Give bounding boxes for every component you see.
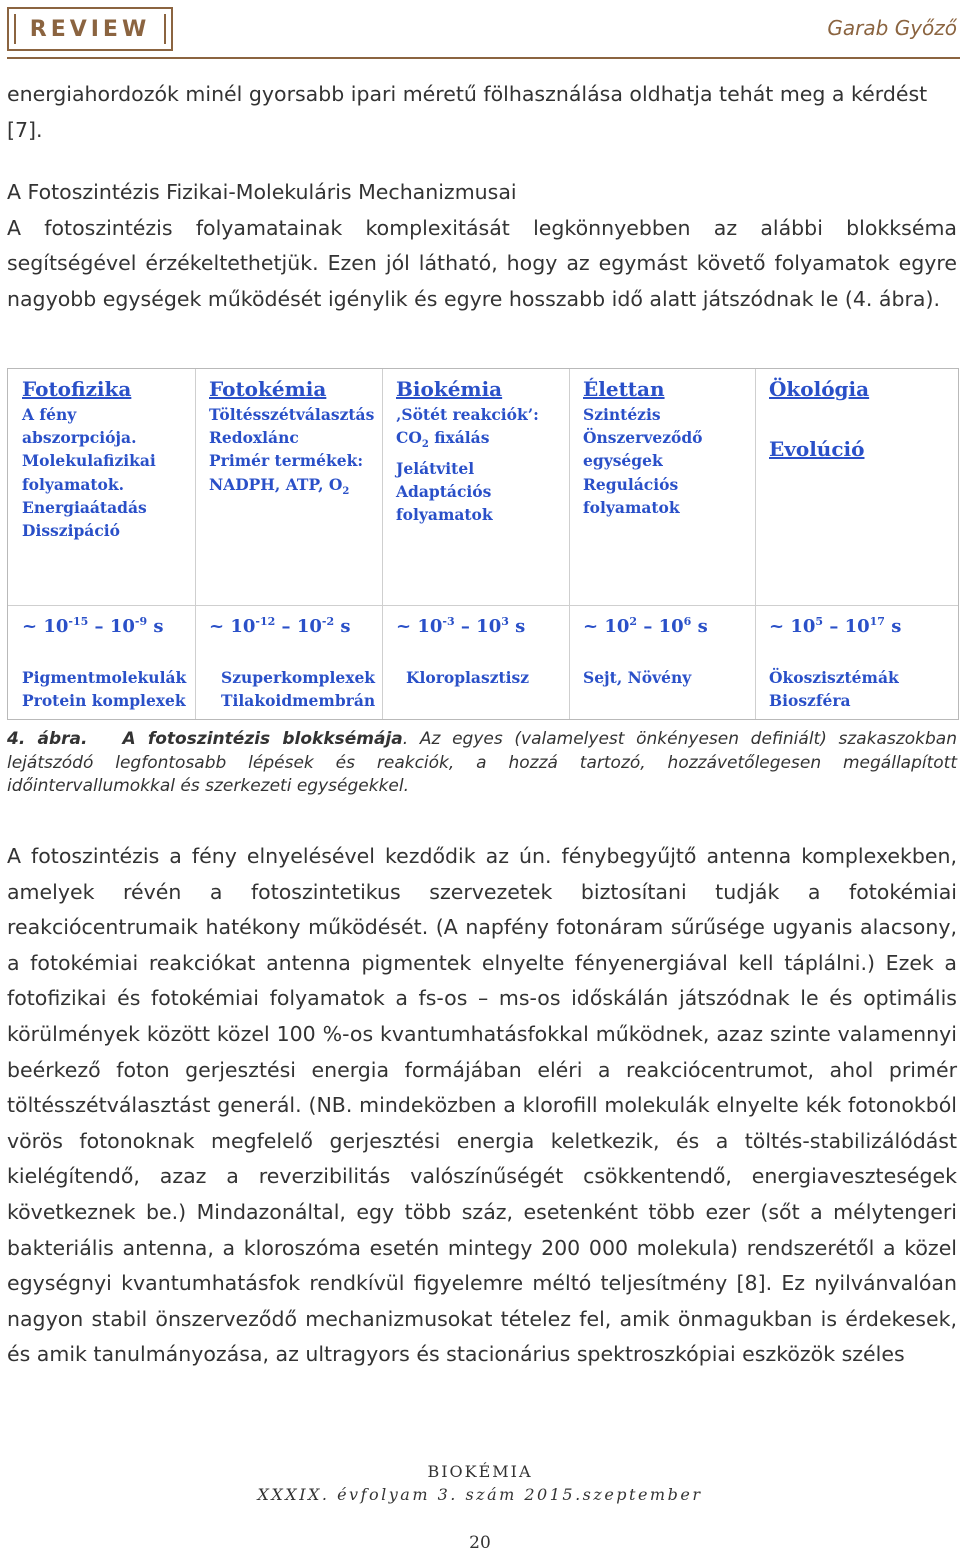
time-range: ~ $10^{-15} - 10^{-9}$ s bbox=[22, 615, 164, 637]
column-processes bbox=[396, 403, 539, 526]
time-range: ~ $10^2 - 10^6$ s bbox=[583, 615, 708, 637]
unit-line: Tilakoidmembrán bbox=[221, 691, 376, 711]
figure-block-scheme bbox=[7, 368, 959, 720]
header-divider bbox=[7, 57, 960, 59]
process-line: Disszipáció bbox=[22, 521, 121, 541]
column-heading: Biokémia bbox=[396, 377, 503, 401]
process-line: Energiaátadás bbox=[22, 497, 147, 517]
unit-line: Bioszféra bbox=[769, 691, 851, 711]
process-line: folyamatok. bbox=[22, 474, 125, 494]
column-okologia bbox=[755, 369, 958, 719]
column-fotokemia bbox=[195, 369, 383, 719]
unit-line: Kloroplasztisz bbox=[406, 668, 530, 687]
process-line: egységek bbox=[583, 451, 663, 471]
process-line: $CO_2$ fixálás bbox=[396, 428, 490, 451]
process-line: folyamatok bbox=[583, 497, 680, 517]
paragraph-blockscheme-line1: A fotoszintézis folyamatainak komplexitását legkönnyebben az alábbi blokkséma bbox=[7, 215, 957, 240]
structural-units bbox=[22, 666, 186, 712]
process-line: Töltésszétválasztás bbox=[209, 405, 375, 424]
review-badge bbox=[7, 7, 173, 51]
column-processes bbox=[22, 403, 156, 542]
time-range: ~ $10^{-12} - 10^{-2}$ s bbox=[209, 615, 351, 637]
process-line: Primér termékek: bbox=[209, 451, 364, 471]
figure-caption bbox=[7, 728, 957, 799]
column-elettan bbox=[569, 369, 756, 719]
page-number: 20 bbox=[469, 1533, 491, 1553]
structural-units bbox=[583, 666, 691, 689]
unit-line: Protein komplexek bbox=[22, 691, 186, 711]
process-line: Jelátvitel bbox=[396, 458, 475, 478]
process-line: Szintézis bbox=[583, 405, 661, 424]
paragraph-blockscheme-rest: segítségével érzékeltethetjük. Ezen jól látható, hogy az egymást követő folyamatok egyre nagyobb egységek működését igénylik és egyre hosszabb idő alatt játszódnak le (4. ábra). bbox=[7, 251, 957, 311]
section-heading: A Fotoszintézis Fizikai-Molekuláris Mechanizmusai bbox=[7, 180, 517, 204]
process-line: folyamatok bbox=[396, 504, 493, 524]
paragraph-intro: energiahordozók minél gyorsabb ipari méretű fölhasználása oldhatja tehát meg a kérdést [7]. bbox=[7, 82, 928, 142]
column-heading: Élettan bbox=[583, 377, 665, 401]
column-biokemia bbox=[382, 369, 570, 719]
review-badge-label: REVIEW bbox=[16, 13, 164, 45]
column-processes bbox=[209, 403, 374, 503]
structural-units bbox=[769, 666, 899, 712]
footer-issue: XXXIX. évfolyam 3. szám 2015.szeptember bbox=[257, 1485, 703, 1504]
column-heading: Fotokémia bbox=[209, 377, 327, 401]
process-line: abszorpciója. bbox=[22, 428, 137, 448]
process-line: Redoxlánc bbox=[209, 428, 299, 448]
process-line: Önszerveződő bbox=[583, 428, 703, 448]
paragraph-main: A fotoszintézis a fény elnyelésével kezdődik az ún. fénybegyűjtő antenna komplexekben, amelyek révén a fotoszintetikus szervezetek biztosítani tudják a fotokémiai reakciócentrumaik hatékony működését. (A napfény fotonáram sűrűsége ugyanis alacsony, a fotokémiai reakciókat antenna pigmentek elnyelte fényenergiával kell táplálni.) Ezek a fotofizikai és fotokémiai folyamatok a fs-os – ms-os időskálán játszódnak le és optimális körülmények között közel 100 %-os kvantumhatásfokkal működnek, azaz szinte valamennyi beérkező foton gerjesztési energia formájában eléri a reakciócentrumot, ahol primér töltésszétválasztást generál. (NB. mindeközben a klorofill molekulák elnyelte kék fotonokból vörös fotonoknak megfelelő gerjesztési energia keletkezik, és a töltés-stabilizálódást kielégítendő, azaz a reverzibilitás valószínűségét csökkentendő, energiaveszteségek következnek be.) Mindazonáltal, egy több száz, esetenként több ezer (sőt a mélytengeri bakteriális antenna, a kloroszóma esetén mintegy 200 000 molekula) rendszerétől a közel egységnyi kvantumhatásfok rendkívül figyelemre méltó teljesítmény [8]. Ez nyilvánvalóan nagyon stabil önszerveződő mechanizmusokat tételez fel, amik önmagukban is érdekesek, és amik tanulmányozása, az ultragyors és stacionárius spektroszkópiai eszközök széles bbox=[7, 844, 957, 1367]
author-name: Garab Győző bbox=[827, 16, 957, 40]
time-range: ~ $10^{-3} - 10^3$ s bbox=[396, 615, 526, 637]
unit-line: Sejt, Növény bbox=[583, 668, 692, 687]
process-line: A fény bbox=[22, 405, 77, 424]
time-range: ~ $10^5 - 10^{17}$ s bbox=[769, 615, 902, 637]
process-line: ‚Sötét reakciók’: bbox=[396, 405, 539, 424]
unit-line: Pigmentmolekulák bbox=[22, 668, 187, 687]
process-line: Molekulafizikai bbox=[22, 451, 156, 471]
structural-units bbox=[406, 666, 529, 689]
process-line: Regulációs bbox=[583, 474, 679, 494]
footer-journal: BIOKÉMIA bbox=[427, 1462, 533, 1481]
page-header bbox=[7, 7, 960, 53]
column-heading: Fotofizika bbox=[22, 377, 132, 401]
column-heading-evolution: Evolúció bbox=[769, 437, 865, 461]
column-fotofizika bbox=[8, 369, 196, 719]
caption-label: 4. ábra. bbox=[7, 729, 88, 749]
process-line: Adaptációs bbox=[396, 481, 492, 501]
column-processes bbox=[583, 403, 703, 519]
structural-units bbox=[221, 666, 375, 712]
unit-line: Ökoszisztémák bbox=[769, 668, 899, 687]
caption-text: . Az egyes (valamelyest önkényesen definiált) szakaszokban lejátszódó legfontosabb lépések és reakciók, a hozzá tartozó, hozzávetőlegesen megállapított időintervallumokkal és szerkezeti egységekkel. bbox=[7, 729, 957, 796]
section-photosynthesis bbox=[7, 175, 957, 317]
unit-line: Szuperkomplexek bbox=[221, 668, 376, 687]
process-line: NADPH, ATP, $O_2$ bbox=[209, 474, 350, 497]
column-heading: Ökológia bbox=[769, 377, 870, 401]
caption-title: A fotoszintézis blokksémája bbox=[122, 729, 403, 749]
